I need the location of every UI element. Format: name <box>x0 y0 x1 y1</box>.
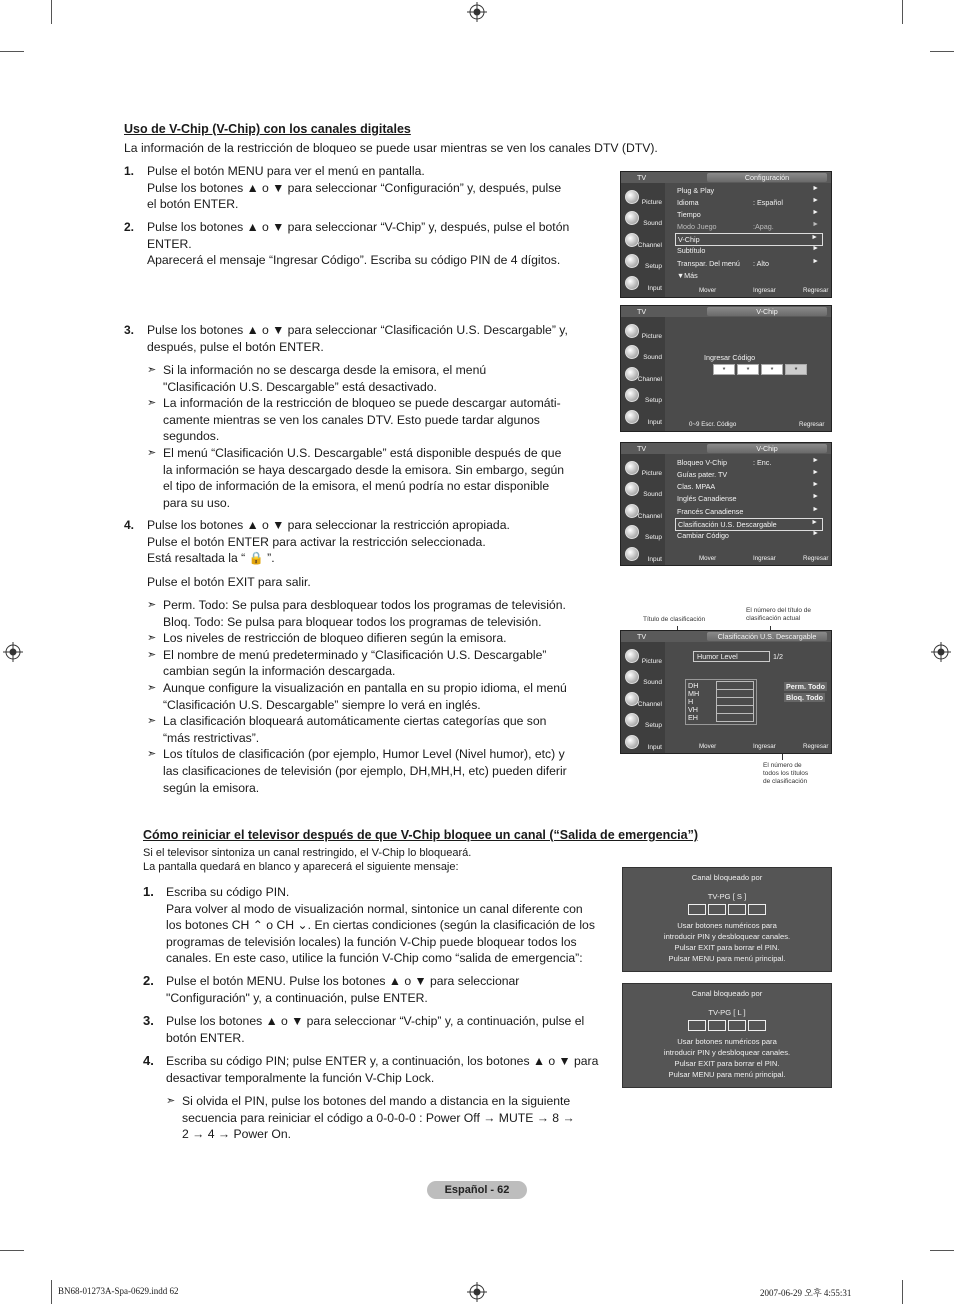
sound-icon <box>625 482 639 496</box>
blocked-channel-screen: Canal bloqueado por TV-PG [ L ] Usar botones numéricos para introducir PIN y desbloquear canales. Pulsar EXIT para borrar el PIN. Pulsar MENU para menú principal. <box>622 983 832 1088</box>
reset-step-1: 1. Escriba su código PIN. Para volver al modo de visualización normal, sintonice un canal diferente con los botones CH ⌃ o CH ⌄. En ciertas condiciones (según la clasificación de los programas de televisión locales) la función V-Chip puede bloquear todos los canales. En este caso, utilice la función V-Chip como “salida de emergencia”: <box>143 884 595 966</box>
note: ➣ La clasificación bloqueará automáticamente ciertas categorías que son “más restrictivas”. <box>147 714 547 745</box>
section-intro: Si el televisor sintoniza un canal restringido, el V-Chip lo bloqueará. <box>143 847 472 859</box>
setup-icon <box>625 388 639 402</box>
crop-mark <box>930 1250 954 1251</box>
input-icon <box>625 735 639 749</box>
reset-step-4: 4. Escriba su código PIN; pulse ENTER y, a continuación, los botones ▲ o ▼ para desactivar temporalmente la función V-Chip Lock. <box>143 1053 599 1085</box>
reset-note: ➣ Si olvida el PIN, pulse los botones del mando a distancia en la siguiente secuencia para reiniciar el código a 0-0-0-0 : Power Off → MUTE → 8 → 2 → 4 → Power On. <box>166 1094 575 1142</box>
section-intro: La pantalla quedará en blanco y aparecerá el siguiente mensaje: <box>143 861 459 873</box>
note: ➣ El nombre de menú predeterminado y “Clasificación U.S. Descargable” cambian según la información descargada. <box>147 647 547 679</box>
sidebar-item-input[interactable]: Input <box>621 273 665 294</box>
tv-menu-us-downloadable: TV Clasificación U.S. Descargable Picture Sound Channel Setup Input Humor Level 1/2 DH MH H VH EH Perm. Todo Bloq. Todo Mover Ingresar Regresar <box>620 630 832 754</box>
crop-mark <box>51 0 52 24</box>
menu-row[interactable]: Inglés Canadiense ► <box>677 493 819 503</box>
menu-row[interactable]: Cambiar Código ► <box>677 530 819 540</box>
menu-row[interactable]: Guías pater. TV ► <box>677 469 819 479</box>
footer-file: BN68-01273A-Spa-0629.indd 62 <box>58 1286 179 1296</box>
crop-mark <box>902 1280 903 1304</box>
setup-icon <box>625 713 639 727</box>
rating-item[interactable]: MH <box>688 689 700 698</box>
sidebar-item-picture[interactable]: Picture <box>621 187 665 208</box>
perm-todo-button[interactable]: Perm. Todo <box>786 682 826 691</box>
arrow-icon: ➣ <box>147 681 157 694</box>
sidebar-item-channel[interactable]: Channel <box>621 230 665 251</box>
sidebar-item-sound[interactable]: Sound <box>621 342 665 363</box>
sidebar-item-setup[interactable]: Setup <box>621 251 665 272</box>
bloq-todo-button[interactable]: Bloq. Todo <box>786 693 823 702</box>
menu-row-selected[interactable]: Clasificación U.S. Descargable ► <box>675 518 823 531</box>
label-rating-title: Título de clasificación <box>643 616 706 623</box>
sidebar-item-sound[interactable]: Sound <box>621 208 665 229</box>
sidebar-item-sound[interactable]: Sound <box>621 479 665 500</box>
arrow-icon: ➣ <box>147 397 157 410</box>
section-title: Cómo reiniciar el televisor después de que V-Chip bloquee un canal (“Salida de emergencia”) <box>143 828 699 842</box>
ratings-list <box>685 679 757 725</box>
picture-icon <box>625 324 639 338</box>
pin-prompt: Ingresar Código <box>704 353 756 362</box>
sound-icon <box>625 670 639 684</box>
arrow-icon: ➣ <box>147 364 157 376</box>
note: ➣ Los niveles de restricción de bloqueo difieren según la emisora. <box>147 631 507 646</box>
crop-mark <box>0 51 24 52</box>
menu-row[interactable]: ▼Más <box>677 271 698 280</box>
footer-date: 2007-06-29 오후 4:55:31 <box>760 1288 852 1298</box>
label-total-number: El número de todos los títulos de clasificación <box>763 762 809 785</box>
note: ➣ Si la información no se descarga desde la emisora, el menú "Clasificación U.S. Descargable” está desactivado. <box>147 363 487 394</box>
arrow-icon: ➣ <box>166 1095 176 1107</box>
step-3-notes <box>147 362 587 511</box>
crop-mark <box>51 1280 52 1304</box>
sidebar-item-input[interactable]: Input <box>621 407 665 428</box>
arrow-icon: ➣ <box>147 599 157 611</box>
rating-item[interactable]: EH <box>688 713 698 722</box>
label-current-number: El número del título de clasificación actual <box>746 607 812 622</box>
tv-menu-configuracion: TV Configuración Picture Sound Channel Setup Input Plug & Play ► Idioma : Español ► Tiempo ► Modo Juego :Apag. ► V-Chip ► Subtítulo ► Transpar. Del menú : Alto ► ▼Más Mover Ingresar Regresar <box>620 171 832 298</box>
section-title: Uso de V-Chip (V-Chip) con los canales digitales <box>124 122 411 136</box>
step-4: 4. Pulse los botones ▲ o ▼ para seleccionar la restricción apropiada. Pulse el botón ENTER para activar la restricción seleccionada. Está resaltada la “ 🔒 ”. <box>124 518 510 566</box>
step-4-notes <box>147 597 592 796</box>
arrow-icon: ➣ <box>147 748 157 761</box>
sidebar-item-picture[interactable]: Picture <box>621 458 665 479</box>
setup-icon <box>625 254 639 268</box>
input-icon <box>625 410 639 424</box>
menu-row[interactable]: Clas. MPAA ► <box>677 481 819 491</box>
note: ➣ El menú “Clasificación U.S. Descargable” está disponible después de que la información se haya descargado desde la emisora. Sin embargo, según el tipo de información de la emisora, el menú podría no estar disponible para su uso. <box>147 445 565 510</box>
sidebar-item-sound[interactable]: Sound <box>621 667 665 688</box>
sidebar-item-channel[interactable]: Channel <box>621 364 665 385</box>
step-3: 3. Pulse los botones ▲ o ▼ para seleccionar “Clasificación U.S. Descargable” y, después, pulse el botón ENTER. <box>124 323 568 354</box>
page-number: Español - 62 <box>427 1181 527 1199</box>
sidebar-item-input[interactable]: Input <box>621 732 665 753</box>
rating-item[interactable]: VH <box>688 705 698 714</box>
menu-footer: Mover Ingresar Regresar <box>699 743 829 750</box>
section-intro: La información de la restricción de bloqueo se puede usar mientras se ven los canales DTV (DTV). <box>124 141 658 155</box>
menu-row[interactable]: Bloqueo V-Chip : Enc. ► <box>677 457 819 467</box>
menu-footer: 0~9 Escr. Código Regresar <box>689 421 825 428</box>
note: ➣ Aunque configure la visualización en pantalla en su propio idioma, el menú “Clasificación U.S. Descargable” siempre lo verá en inglés. <box>147 680 567 712</box>
sidebar-item-channel[interactable]: Channel <box>621 501 665 522</box>
note: ➣ La información de la restricción de bloqueo se puede descargar automáti- camente mientras se ven los canales DTV. Esto puede tardar algunos segundos. <box>147 396 561 444</box>
sidebar-item-input[interactable]: Input <box>621 544 665 565</box>
rating-title-selector[interactable]: Humor Level <box>693 651 770 662</box>
crop-mark <box>930 51 954 52</box>
tv-menu-vchip-code: TV V-Chip Picture Sound Channel Setup Input Ingresar Código * * * * 0~9 Escr. Código Regresar <box>620 305 832 432</box>
picture-icon <box>625 461 639 475</box>
crop-mark <box>902 0 903 24</box>
registration-mark-icon <box>467 2 487 22</box>
rating-item[interactable]: H <box>688 697 694 706</box>
setup-icon <box>625 525 639 539</box>
sidebar-item-setup[interactable]: Setup <box>621 710 665 731</box>
sound-icon <box>625 345 639 359</box>
pin-boxes[interactable] <box>623 1020 831 1033</box>
menu-row[interactable]: Tiempo ► <box>677 209 819 219</box>
sidebar-item-picture[interactable]: Picture <box>621 646 665 667</box>
menu-footer: Mover Ingresar Regresar <box>699 555 829 562</box>
arrow-icon: ➣ <box>147 648 157 661</box>
registration-mark-icon <box>931 642 951 662</box>
arrow-icon: ➣ <box>147 632 157 645</box>
sidebar-item-setup[interactable]: Setup <box>621 522 665 543</box>
sidebar-item-setup[interactable]: Setup <box>621 385 665 406</box>
picture-icon <box>625 190 639 204</box>
menu-row[interactable]: Transpar. Del menú : Alto ► <box>677 258 819 268</box>
sound-icon <box>625 211 639 225</box>
menu-row[interactable]: Subtítulo ► <box>677 245 819 255</box>
crop-mark <box>0 1250 24 1251</box>
pin-boxes[interactable] <box>623 904 831 917</box>
menu-row-selected[interactable]: V-Chip ► <box>675 233 823 246</box>
exit-line: Pulse el botón EXIT para salir. <box>147 575 311 589</box>
arrow-icon: ➣ <box>147 715 157 728</box>
menu-footer: Mover Ingresar Regresar <box>699 287 829 294</box>
step-2: 2. Pulse los botones ▲ o ▼ para seleccionar “V-Chip” y, después, pulse el botón ENTER. Aparecerá el mensaje “Ingresar Código”. Escriba su código PIN de 4 dígitos. <box>124 220 570 268</box>
rating-counter: 1/2 <box>773 652 783 661</box>
arrow-icon: ➣ <box>147 446 157 459</box>
tv-menu-vchip: TV V-Chip Picture Sound Channel Setup Input Bloqueo V-Chip : Enc. ► Guías pater. TV ► Clas. MPAA ► Inglés Canadiense ► Francés Canadiense ► Clasificación U.S. Descargable ► Cambiar Código ► Mover Ingresar Regresar <box>620 442 832 566</box>
picture-icon <box>625 649 639 663</box>
reset-step-2: 2. Pulse el botón MENU. Pulse los botones ▲ o ▼ para seleccionar "Configuración" y, a continuación, pulse ENTER. <box>143 973 520 1005</box>
registration-mark-icon <box>467 1282 487 1302</box>
menu-row[interactable]: Modo Juego :Apag. ► <box>677 221 819 231</box>
input-icon <box>625 276 639 290</box>
rating-lock-cell <box>716 713 754 722</box>
menu-row[interactable]: Francés Canadiense ► <box>677 506 819 516</box>
menu-row[interactable]: Idioma : Español ► <box>677 197 819 207</box>
blocked-channel-screen: Canal bloqueado por TV-PG [ S ] Usar botones numéricos para introducir PIN y desbloquear canales. Pulsar EXIT para borrar el PIN. Pulsar MENU para menú principal. <box>622 867 832 972</box>
sidebar-item-picture[interactable]: Picture <box>621 321 665 342</box>
note: ➣ Los títulos de clasificación (por ejemplo, Humor Level (Nivel humor), etc) y las clasificaciones de televisión (por ejemplo, DH,MH,H, etc) pueden diferir según la emisora. <box>147 747 567 795</box>
note: ➣ Perm. Todo: Se pulsa para desbloquear todos los programas de televisión. Bloq. Todo: Se pulsa para bloquear todos los programas de televisión. <box>147 598 566 629</box>
step-1: 1. Pulse el botón MENU para ver el menú en pantalla. Pulse los botones ▲ o ▼ para seleccionar “Configuración” y, después, pulse el botón ENTER. <box>124 164 562 212</box>
input-icon <box>625 547 639 561</box>
reset-step-3: 3. Pulse los botones ▲ o ▼ para seleccionar “V-chip” y, a continuación, pulse el botón ENTER. <box>143 1013 585 1045</box>
registration-mark-icon <box>3 642 23 662</box>
rating-item[interactable]: DH <box>688 681 699 690</box>
menu-row[interactable]: Plug & Play ► <box>677 185 819 195</box>
sidebar-item-channel[interactable]: Channel <box>621 689 665 710</box>
